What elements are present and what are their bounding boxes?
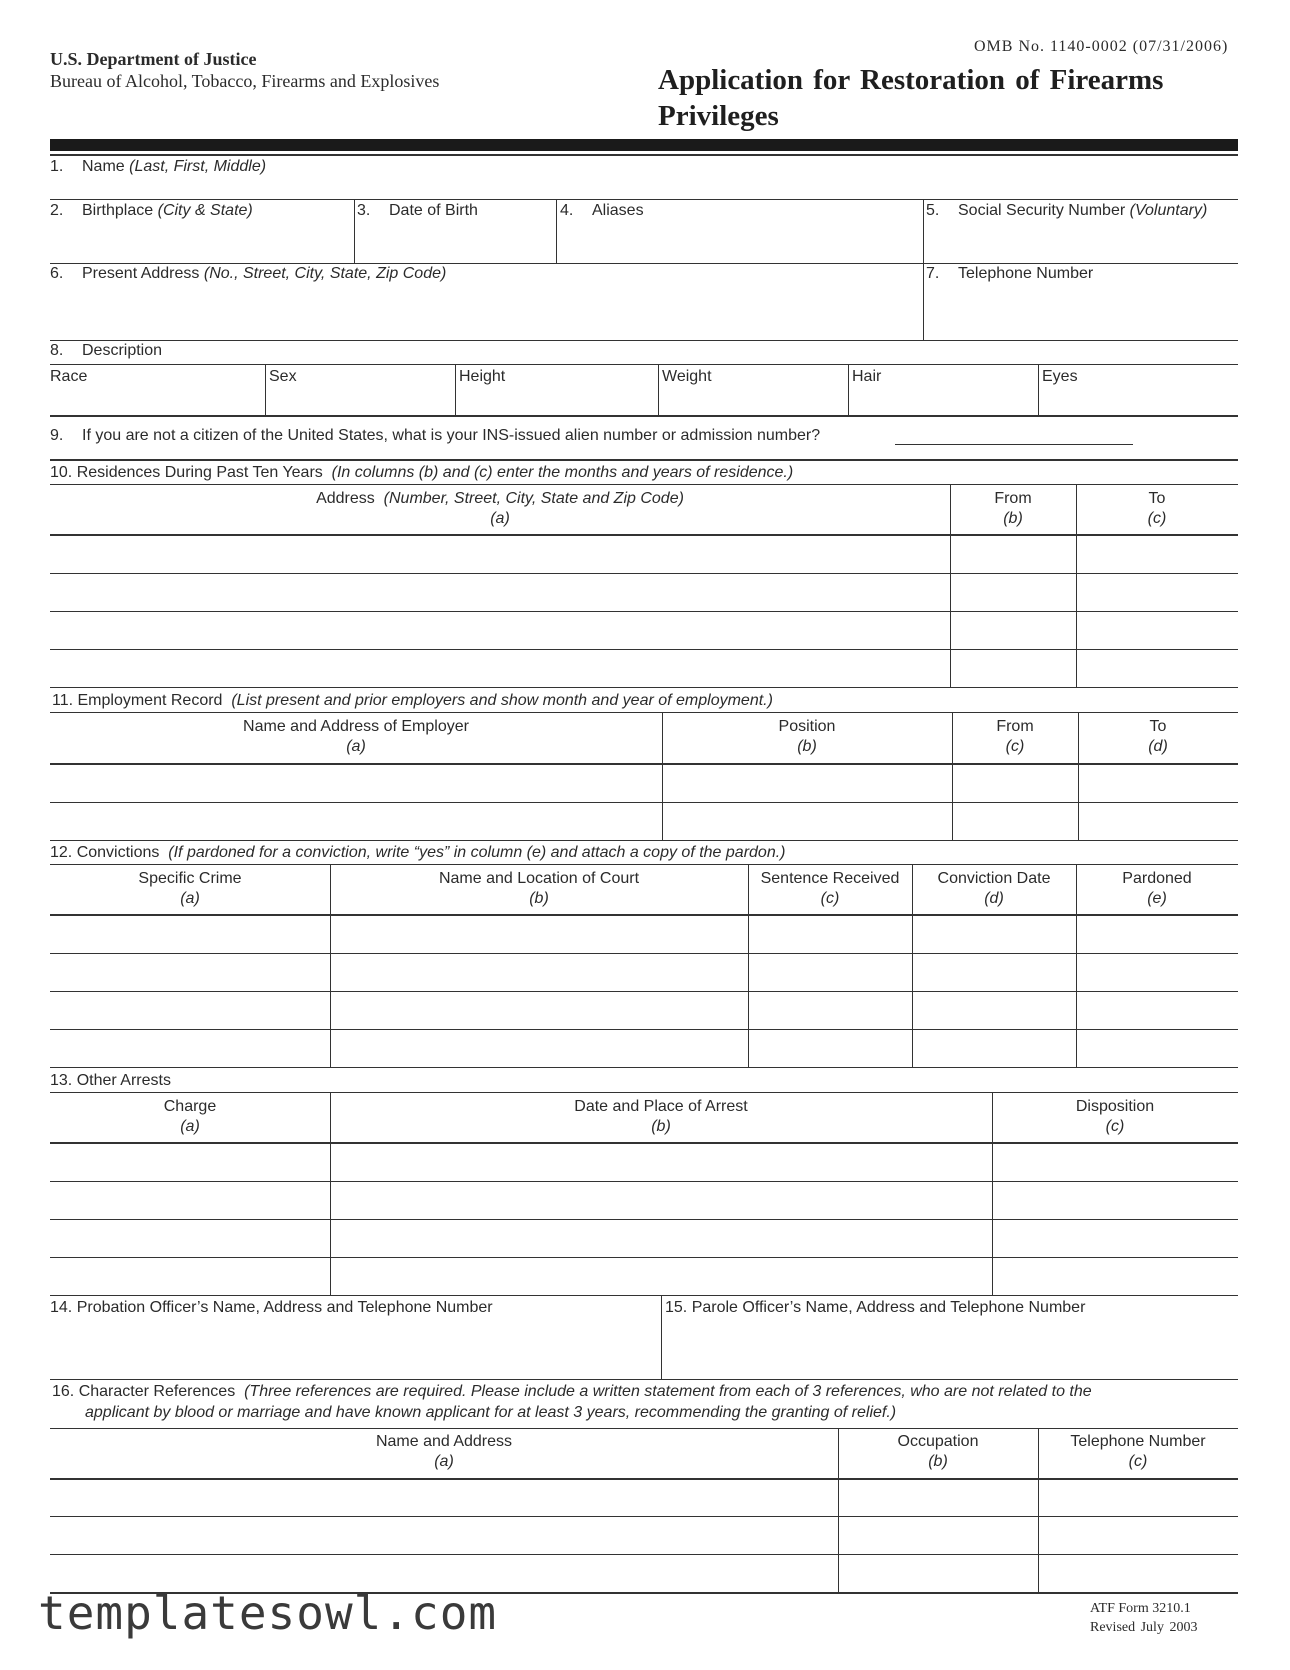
rule [662, 712, 663, 840]
revised-date: Revised July 2003 [1090, 1620, 1198, 1635]
rule [1076, 864, 1077, 1067]
field-9-label: 9. If you are not a citizen of the United States, what is your INS-issued alien number or admission number? [50, 427, 821, 444]
field-6-label: 6. Present Address (No., Street, City, State, Zip Code) [50, 265, 447, 282]
desc-height: Height [459, 368, 506, 385]
s11-col-to: To (d) [1148, 718, 1168, 755]
rule [556, 199, 557, 263]
rule [848, 364, 849, 415]
s11-col-position: Position (b) [778, 718, 836, 755]
s13-col-charge: Charge (a) [163, 1098, 217, 1135]
rule [661, 1295, 662, 1379]
s12-row [50, 991, 1238, 992]
rule [50, 1379, 1238, 1380]
desc-hair: Hair [852, 368, 882, 385]
desc-weight: Weight [662, 368, 712, 385]
rule [50, 1478, 1238, 1480]
s11-col-from: From (c) [996, 718, 1034, 755]
field-7-label: 7. Telephone Number [926, 265, 1094, 282]
rule [950, 484, 951, 687]
s16-col-name-address: Name and Address (a) [375, 1433, 513, 1470]
s10-row [50, 573, 1238, 574]
department-name: U.S. Department of Justice [50, 49, 257, 69]
rule [50, 712, 1238, 713]
header-rule [50, 154, 1238, 156]
field-5-label: 5. Social Security Number (Voluntary) [926, 202, 1208, 219]
rule [50, 364, 1238, 365]
field-1-label: 1. Name (Last, First, Middle) [50, 158, 267, 175]
field-8-label: 8. Description [50, 342, 163, 359]
rule [50, 1142, 1238, 1144]
section-14-title: 14. Probation Officer’s Name, Address and Telephone Number [50, 1299, 493, 1316]
rule [50, 1428, 1238, 1429]
form-title-line2: Privileges [658, 100, 779, 132]
rule [50, 199, 1238, 200]
rule [265, 364, 266, 415]
alien-number-field[interactable] [895, 444, 1133, 445]
rule [952, 712, 953, 840]
s16-col-occupation: Occupation (b) [897, 1433, 979, 1470]
section-13-title: 13. Other Arrests [50, 1072, 171, 1089]
rule [1038, 364, 1039, 415]
s12-col-crime: Specific Crime (a) [138, 870, 242, 907]
watermark: templatesowl.com [38, 1586, 498, 1640]
s13-row [50, 1295, 1238, 1296]
s12-row [50, 953, 1238, 954]
form-title-line1: Application for Restoration of Firearms [658, 64, 1164, 96]
s12-col-court: Name and Location of Court (b) [438, 870, 640, 907]
rule [50, 914, 1238, 916]
bureau-name: Bureau of Alcohol, Tobacco, Firearms and Explosives [50, 71, 440, 91]
s12-row [50, 1029, 1238, 1030]
s13-row [50, 1219, 1238, 1220]
rule [1078, 712, 1079, 840]
s16-row [50, 1554, 1238, 1555]
s13-col-disposition: Disposition (c) [1075, 1098, 1155, 1135]
rule [748, 864, 749, 1067]
field-3-label: 3. Date of Birth [357, 202, 478, 219]
rule [455, 364, 456, 415]
section-11-title: 11. Employment Record (List present and prior employers and show month and year of employment.) [52, 692, 773, 709]
s10-row [50, 611, 1238, 612]
s10-row [50, 649, 1238, 650]
s10-row [50, 687, 1238, 688]
s16-col-telephone: Telephone Number (c) [1070, 1433, 1206, 1470]
s10-col-to: To (c) [1147, 490, 1167, 527]
s13-row [50, 1257, 1238, 1258]
rule [1038, 1428, 1039, 1592]
rule [838, 1428, 839, 1592]
section-10-title: 10. Residences During Past Ten Years (In columns (b) and (c) enter the months and years of residence.) [50, 464, 794, 481]
rule [50, 484, 1238, 485]
s12-col-sentence: Sentence Received (c) [760, 870, 900, 907]
header-bar [50, 139, 1238, 151]
rule [50, 415, 1238, 417]
rule [50, 340, 1238, 341]
s12-col-date: Conviction Date (d) [937, 870, 1051, 907]
s12-row [50, 1067, 1238, 1068]
rule [330, 1092, 331, 1295]
rule [50, 459, 1238, 461]
rule [50, 864, 1238, 865]
s10-col-address: Address (Number, Street, City, State and Zip Code) (a) [316, 490, 684, 527]
form-id: ATF Form 3210.1 [1090, 1601, 1191, 1616]
section-12-title: 12. Convictions (If pardoned for a conviction, write “yes” in column (e) and attach a copy of the pardon.) [50, 844, 786, 861]
section-15-title: 15. Parole Officer’s Name, Address and Telephone Number [665, 1299, 1086, 1316]
s13-row [50, 1181, 1238, 1182]
rule [923, 199, 924, 340]
rule [658, 364, 659, 415]
s11-col-employer: Name and Address of Employer (a) [243, 718, 469, 755]
rule [50, 763, 1238, 765]
s11-row [50, 802, 1238, 803]
section-16-hint-line2: applicant by blood or marriage and have known applicant for at least 3 years, recommending the granting of relief.) [85, 1404, 897, 1421]
s10-col-from: From (b) [994, 490, 1032, 527]
rule [50, 534, 1238, 536]
desc-race: Race [50, 368, 88, 385]
field-2-label: 2. Birthplace (City & State) [50, 202, 253, 219]
rule [1076, 484, 1077, 687]
rule [330, 864, 331, 1067]
s12-col-pardoned: Pardoned (e) [1122, 870, 1192, 907]
s13-col-date-place: Date and Place of Arrest (b) [574, 1098, 748, 1135]
rule [354, 199, 355, 263]
rule [992, 1092, 993, 1295]
s11-row [50, 840, 1238, 841]
rule [50, 1092, 1238, 1093]
omb-number: OMB No. 1140-0002 (07/31/2006) [974, 38, 1229, 55]
rule [912, 864, 913, 1067]
s16-row [50, 1516, 1238, 1517]
field-4-label: 4. Aliases [560, 202, 644, 219]
section-16-title: 16. Character References (Three references are required. Please include a written statement from each of 3 references, who are not related to the [52, 1383, 1092, 1400]
desc-sex: Sex [269, 368, 297, 385]
desc-eyes: Eyes [1042, 368, 1078, 385]
